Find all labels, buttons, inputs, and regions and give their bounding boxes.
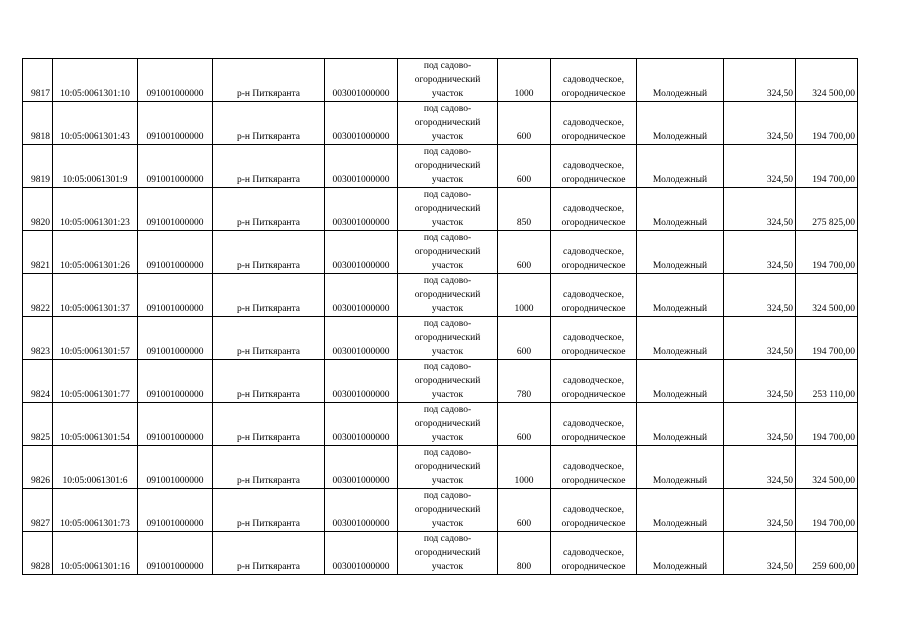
category-code-cell: 003001000000 — [325, 188, 398, 231]
purpose-line-2: огороднический — [414, 505, 481, 515]
use-line-2: огородническое — [561, 175, 626, 185]
purpose-line-2: огороднический — [414, 204, 481, 214]
cadastral-number-cell: 10:05:0061301:26 — [53, 231, 138, 274]
use-line-1: садоводческое, — [563, 419, 624, 429]
use-line-1: садоводческое, — [563, 462, 624, 472]
cadastral-number-cell: 10:05:0061301:77 — [53, 360, 138, 403]
use-line-2: огородническое — [561, 433, 626, 443]
settlement-cell: Молодежный — [637, 59, 724, 102]
permitted-use-cell — [551, 102, 637, 145]
purpose-line-3: участок — [431, 304, 464, 314]
use-line-1: садоводческое, — [563, 75, 624, 85]
okato-code-cell: 091001000000 — [138, 403, 213, 446]
purpose-line-1: под садово- — [423, 233, 472, 243]
category-code-cell: 003001000000 — [325, 317, 398, 360]
table-row — [23, 102, 858, 145]
table-row — [23, 188, 858, 231]
category-code-cell: 003001000000 — [325, 145, 398, 188]
permitted-use-cell — [551, 403, 637, 446]
purpose-line-2: огороднический — [414, 161, 481, 171]
use-line-1: садоводческое, — [563, 118, 624, 128]
purpose-line-1: под садово- — [423, 362, 472, 372]
cadastral-value-cell: 324 500,00 — [796, 446, 858, 489]
use-line-1: садоводческое, — [563, 333, 624, 343]
cadastral-number-cell: 10:05:0061301:37 — [53, 274, 138, 317]
purpose-line-1: под садово- — [423, 61, 472, 71]
region-cell: р-н Питкяранта — [213, 274, 325, 317]
okato-code-cell: 091001000000 — [138, 102, 213, 145]
row-number-cell: 9823 — [23, 317, 53, 360]
settlement-cell: Молодежный — [637, 188, 724, 231]
purpose-cell — [398, 145, 498, 188]
region-cell: р-н Питкяранта — [213, 102, 325, 145]
area-cell: 600 — [498, 317, 551, 360]
cadastral-value-cell: 194 700,00 — [796, 231, 858, 274]
table-row — [23, 403, 858, 446]
region-cell: р-н Питкяранта — [213, 532, 325, 575]
area-cell: 600 — [498, 145, 551, 188]
permitted-use-cell — [551, 231, 637, 274]
use-line-2: огородническое — [561, 519, 626, 529]
purpose-line-3: участок — [431, 261, 464, 271]
purpose-line-3: участок — [431, 175, 464, 185]
cadastral-value-cell: 194 700,00 — [796, 102, 858, 145]
cadastral-value-cell: 194 700,00 — [796, 489, 858, 532]
settlement-cell: Молодежный — [637, 317, 724, 360]
row-number-cell: 9822 — [23, 274, 53, 317]
purpose-cell — [398, 317, 498, 360]
use-line-1: садоводческое, — [563, 247, 624, 257]
cadastral-number-cell: 10:05:0061301:16 — [53, 532, 138, 575]
settlement-cell: Молодежный — [637, 231, 724, 274]
use-line-1: садоводческое, — [563, 290, 624, 300]
okato-code-cell: 091001000000 — [138, 317, 213, 360]
row-number-cell: 9825 — [23, 403, 53, 446]
use-line-1: садоводческое, — [563, 376, 624, 386]
area-cell: 1000 — [498, 446, 551, 489]
category-code-cell: 003001000000 — [325, 102, 398, 145]
row-number-cell: 9818 — [23, 102, 53, 145]
region-cell: р-н Питкяранта — [213, 59, 325, 102]
cadastral-value-cell: 194 700,00 — [796, 145, 858, 188]
row-number-cell: 9817 — [23, 59, 53, 102]
purpose-line-3: участок — [431, 476, 464, 486]
specific-value-cell: 324,50 — [724, 274, 796, 317]
row-number-cell: 9821 — [23, 231, 53, 274]
use-line-2: огородническое — [561, 304, 626, 314]
purpose-line-2: огороднический — [414, 247, 481, 257]
table-body — [23, 59, 858, 575]
purpose-line-1: под садово- — [423, 405, 472, 415]
use-line-2: огородническое — [561, 261, 626, 271]
cadastral-number-cell: 10:05:0061301:9 — [53, 145, 138, 188]
region-cell: р-н Питкяранта — [213, 360, 325, 403]
row-number-cell: 9820 — [23, 188, 53, 231]
permitted-use-cell — [551, 145, 637, 188]
category-code-cell: 003001000000 — [325, 360, 398, 403]
permitted-use-cell — [551, 532, 637, 575]
purpose-line-2: огороднический — [414, 462, 481, 472]
use-line-2: огородническое — [561, 562, 626, 572]
area-cell: 1000 — [498, 59, 551, 102]
purpose-line-2: огороднический — [414, 118, 481, 128]
specific-value-cell: 324,50 — [724, 231, 796, 274]
area-cell: 600 — [498, 403, 551, 446]
cadastral-number-cell: 10:05:0061301:10 — [53, 59, 138, 102]
purpose-cell — [398, 360, 498, 403]
permitted-use-cell — [551, 360, 637, 403]
purpose-line-2: огороднический — [414, 333, 481, 343]
specific-value-cell: 324,50 — [724, 532, 796, 575]
settlement-cell: Молодежный — [637, 446, 724, 489]
category-code-cell: 003001000000 — [325, 59, 398, 102]
specific-value-cell: 324,50 — [724, 360, 796, 403]
okato-code-cell: 091001000000 — [138, 532, 213, 575]
category-code-cell: 003001000000 — [325, 489, 398, 532]
purpose-cell — [398, 59, 498, 102]
purpose-line-2: огороднический — [414, 290, 481, 300]
table-row — [23, 489, 858, 532]
use-line-1: садоводческое, — [563, 548, 624, 558]
purpose-line-2: огороднический — [414, 548, 481, 558]
use-line-1: садоводческое, — [563, 505, 624, 515]
use-line-2: огородническое — [561, 89, 626, 99]
cadastral-number-cell: 10:05:0061301:54 — [53, 403, 138, 446]
settlement-cell: Молодежный — [637, 145, 724, 188]
purpose-cell — [398, 102, 498, 145]
purpose-cell — [398, 231, 498, 274]
okato-code-cell: 091001000000 — [138, 188, 213, 231]
purpose-line-3: участок — [431, 218, 464, 228]
settlement-cell: Молодежный — [637, 532, 724, 575]
table-row — [23, 446, 858, 489]
purpose-line-1: под садово- — [423, 448, 472, 458]
purpose-cell — [398, 403, 498, 446]
region-cell: р-н Питкяранта — [213, 403, 325, 446]
okato-code-cell: 091001000000 — [138, 231, 213, 274]
cadastral-value-cell: 324 500,00 — [796, 59, 858, 102]
permitted-use-cell — [551, 59, 637, 102]
specific-value-cell: 324,50 — [724, 59, 796, 102]
okato-code-cell: 091001000000 — [138, 145, 213, 188]
okato-code-cell: 091001000000 — [138, 360, 213, 403]
cadastral-value-cell: 324 500,00 — [796, 274, 858, 317]
purpose-line-1: под садово- — [423, 104, 472, 114]
purpose-line-3: участок — [431, 433, 464, 443]
cadastral-number-cell: 10:05:0061301:57 — [53, 317, 138, 360]
row-number-cell: 9826 — [23, 446, 53, 489]
purpose-line-3: участок — [431, 347, 464, 357]
settlement-cell: Молодежный — [637, 102, 724, 145]
cadastral-value-cell: 275 825,00 — [796, 188, 858, 231]
purpose-cell — [398, 274, 498, 317]
row-number-cell: 9827 — [23, 489, 53, 532]
region-cell: р-н Питкяранта — [213, 317, 325, 360]
use-line-2: огородническое — [561, 347, 626, 357]
purpose-cell — [398, 532, 498, 575]
specific-value-cell: 324,50 — [724, 403, 796, 446]
cadastral-number-cell: 10:05:0061301:73 — [53, 489, 138, 532]
purpose-line-1: под садово- — [423, 147, 472, 157]
purpose-line-3: участок — [431, 390, 464, 400]
area-cell: 1000 — [498, 274, 551, 317]
purpose-line-1: под садово- — [423, 276, 472, 286]
purpose-line-3: участок — [431, 562, 464, 572]
okato-code-cell: 091001000000 — [138, 274, 213, 317]
table-row — [23, 231, 858, 274]
region-cell: р-н Питкяранта — [213, 446, 325, 489]
use-line-2: огородническое — [561, 132, 626, 142]
document-page — [22, 58, 858, 575]
purpose-cell — [398, 188, 498, 231]
purpose-line-3: участок — [431, 132, 464, 142]
cadastral-value-cell: 253 110,00 — [796, 360, 858, 403]
permitted-use-cell — [551, 274, 637, 317]
use-line-1: садоводческое, — [563, 161, 624, 171]
specific-value-cell: 324,50 — [724, 489, 796, 532]
purpose-line-1: под садово- — [423, 319, 472, 329]
table-row — [23, 317, 858, 360]
okato-code-cell: 091001000000 — [138, 446, 213, 489]
row-number-cell: 9824 — [23, 360, 53, 403]
purpose-cell — [398, 446, 498, 489]
area-cell: 800 — [498, 532, 551, 575]
region-cell: р-н Питкяранта — [213, 489, 325, 532]
region-cell: р-н Питкяранта — [213, 145, 325, 188]
permitted-use-cell — [551, 188, 637, 231]
category-code-cell: 003001000000 — [325, 532, 398, 575]
table-row — [23, 59, 858, 102]
use-line-2: огородническое — [561, 476, 626, 486]
category-code-cell: 003001000000 — [325, 403, 398, 446]
cadastral-value-cell: 194 700,00 — [796, 317, 858, 360]
specific-value-cell: 324,50 — [724, 188, 796, 231]
area-cell: 780 — [498, 360, 551, 403]
area-cell: 600 — [498, 102, 551, 145]
category-code-cell: 003001000000 — [325, 274, 398, 317]
purpose-cell — [398, 489, 498, 532]
purpose-line-2: огороднический — [414, 376, 481, 386]
table-row — [23, 274, 858, 317]
cadastral-number-cell: 10:05:0061301:6 — [53, 446, 138, 489]
area-cell: 600 — [498, 489, 551, 532]
region-cell: р-н Питкяранта — [213, 231, 325, 274]
purpose-line-1: под садово- — [423, 190, 472, 200]
cadastral-value-cell: 259 600,00 — [796, 532, 858, 575]
use-line-1: садоводческое, — [563, 204, 624, 214]
use-line-2: огородническое — [561, 390, 626, 400]
okato-code-cell: 091001000000 — [138, 489, 213, 532]
table-row — [23, 532, 858, 575]
specific-value-cell: 324,50 — [724, 446, 796, 489]
settlement-cell: Молодежный — [637, 403, 724, 446]
table-row — [23, 145, 858, 188]
settlement-cell: Молодежный — [637, 489, 724, 532]
row-number-cell: 9828 — [23, 532, 53, 575]
purpose-line-1: под садово- — [423, 491, 472, 501]
specific-value-cell: 324,50 — [724, 102, 796, 145]
table-row — [23, 360, 858, 403]
purpose-line-2: огороднический — [414, 75, 481, 85]
row-number-cell: 9819 — [23, 145, 53, 188]
specific-value-cell: 324,50 — [724, 145, 796, 188]
category-code-cell: 003001000000 — [325, 231, 398, 274]
purpose-line-3: участок — [431, 519, 464, 529]
cadastral-number-cell: 10:05:0061301:23 — [53, 188, 138, 231]
purpose-line-1: под садово- — [423, 534, 472, 544]
purpose-line-2: огороднический — [414, 419, 481, 429]
okato-code-cell: 091001000000 — [138, 59, 213, 102]
settlement-cell: Молодежный — [637, 274, 724, 317]
purpose-line-3: участок — [431, 89, 464, 99]
specific-value-cell: 324,50 — [724, 317, 796, 360]
use-line-2: огородническое — [561, 218, 626, 228]
settlement-cell: Молодежный — [637, 360, 724, 403]
permitted-use-cell — [551, 489, 637, 532]
permitted-use-cell — [551, 446, 637, 489]
permitted-use-cell — [551, 317, 637, 360]
cadastral-value-cell: 194 700,00 — [796, 403, 858, 446]
category-code-cell: 003001000000 — [325, 446, 398, 489]
area-cell: 600 — [498, 231, 551, 274]
cadastral-number-cell: 10:05:0061301:43 — [53, 102, 138, 145]
region-cell: р-н Питкяранта — [213, 188, 325, 231]
land-registry-table — [22, 58, 858, 575]
area-cell: 850 — [498, 188, 551, 231]
